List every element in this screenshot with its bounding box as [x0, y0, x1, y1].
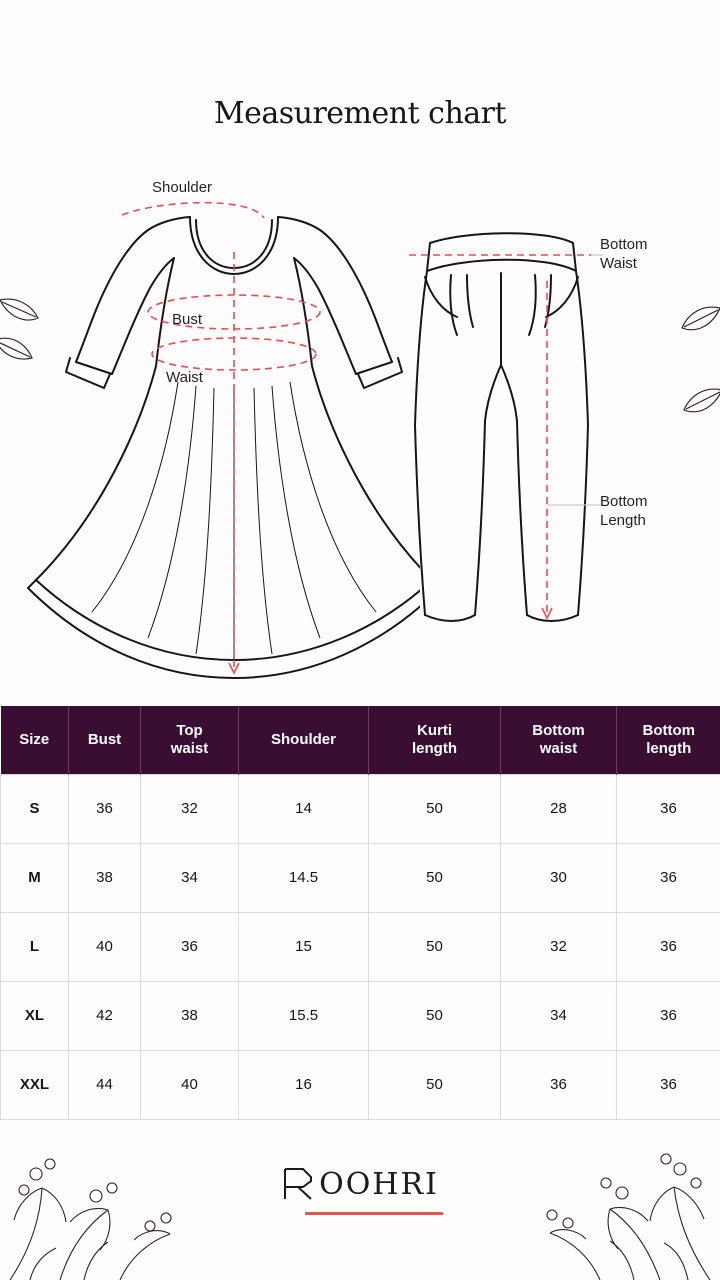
cell-bust: 38	[69, 843, 141, 912]
label-bottom-length-line2: Length	[600, 511, 646, 529]
roohri-r-mark-icon	[281, 1165, 315, 1203]
column-header-bust-line1: Bust	[87, 730, 122, 748]
size-chart-table	[0, 706, 720, 1120]
cell-shoulder: 14	[239, 774, 369, 843]
cell-shoulder: 15.5	[239, 981, 369, 1050]
cell-bottom-waist: 32	[501, 912, 617, 981]
column-header-bottom-length-line1: Bottom	[642, 721, 695, 739]
cell-size: XXL	[1, 1050, 69, 1119]
label-bottom-waist-line1: Bottom	[600, 236, 648, 253]
garment-illustration	[0, 160, 720, 705]
kurti-illustration	[0, 160, 420, 705]
table-row	[1, 843, 720, 912]
brand-logo	[0, 1165, 720, 1215]
cell-bust: 42	[69, 981, 141, 1050]
column-header-shoulder	[239, 706, 369, 774]
cell-bottom-length: 36	[617, 912, 720, 981]
label-bottom-waist-line2: Waist	[600, 254, 637, 272]
brand-underline	[305, 1212, 443, 1215]
column-header-top-waist	[141, 706, 239, 774]
cell-shoulder: 15	[239, 912, 369, 981]
column-header-kurti-length	[369, 706, 501, 774]
table-row	[1, 774, 720, 843]
column-header-bottom-waist-line1: Bottom	[532, 721, 585, 739]
column-header-kurti-length-line2: length	[412, 739, 457, 757]
cell-bottom-length: 36	[617, 843, 720, 912]
label-bottom-length	[600, 493, 710, 531]
page-title: Measurement chart	[213, 96, 507, 131]
column-header-size-line1: Size	[19, 730, 50, 748]
cell-bust: 36	[69, 774, 141, 843]
column-header-bust	[69, 706, 141, 774]
label-waist: Waist	[166, 369, 203, 386]
cell-size: S	[1, 774, 69, 843]
size-table-wrapper	[0, 706, 720, 1120]
brand-logo-row	[281, 1165, 439, 1203]
cell-bottom-waist: 28	[501, 774, 617, 843]
cell-kurti-length: 50	[369, 843, 501, 912]
column-header-shoulder-line1: Shoulder	[270, 730, 336, 748]
label-bottom-length-line1: Bottom	[600, 493, 648, 510]
cell-bust: 44	[69, 1050, 141, 1119]
cell-bottom-waist: 30	[501, 843, 617, 912]
cell-size: L	[1, 912, 69, 981]
cell-top-waist: 40	[141, 1050, 239, 1119]
pants-illustration	[395, 215, 695, 685]
column-header-top-waist-line2: waist	[170, 739, 209, 757]
cell-bottom-length: 36	[617, 1050, 720, 1119]
cell-kurti-length: 50	[369, 774, 501, 843]
table-header-row	[1, 706, 720, 774]
table-row	[1, 981, 720, 1050]
cell-bottom-waist: 34	[501, 981, 617, 1050]
column-header-bottom-waist	[501, 706, 617, 774]
table-header	[1, 706, 720, 774]
cell-shoulder: 16	[239, 1050, 369, 1119]
brand-name: OOHRI	[319, 1166, 439, 1202]
table-body	[1, 774, 720, 1119]
cell-top-waist: 34	[141, 843, 239, 912]
column-header-top-waist-line1: Top	[176, 721, 203, 739]
label-shoulder: Shoulder	[152, 179, 213, 196]
cell-size: XL	[1, 981, 69, 1050]
cell-bust: 40	[69, 912, 141, 981]
table-row	[1, 912, 720, 981]
cell-size: M	[1, 843, 69, 912]
column-header-size	[1, 706, 69, 774]
cell-kurti-length: 50	[369, 1050, 501, 1119]
cell-top-waist: 36	[141, 912, 239, 981]
cell-kurti-length: 50	[369, 912, 501, 981]
cell-bottom-length: 36	[617, 774, 720, 843]
cell-shoulder: 14.5	[239, 843, 369, 912]
label-bottom-waist	[600, 236, 710, 274]
cell-top-waist: 38	[141, 981, 239, 1050]
cell-bottom-length: 36	[617, 981, 720, 1050]
cell-bottom-waist: 36	[501, 1050, 617, 1119]
label-bust: Bust	[172, 311, 203, 328]
column-header-bottom-length	[617, 706, 720, 774]
column-header-bottom-waist-line2: waist	[539, 739, 578, 757]
cell-top-waist: 32	[141, 774, 239, 843]
table-row	[1, 1050, 720, 1119]
column-header-kurti-length-line1: Kurti	[417, 721, 452, 739]
column-header-bottom-length-line2: length	[646, 739, 692, 757]
cell-kurti-length: 50	[369, 981, 501, 1050]
